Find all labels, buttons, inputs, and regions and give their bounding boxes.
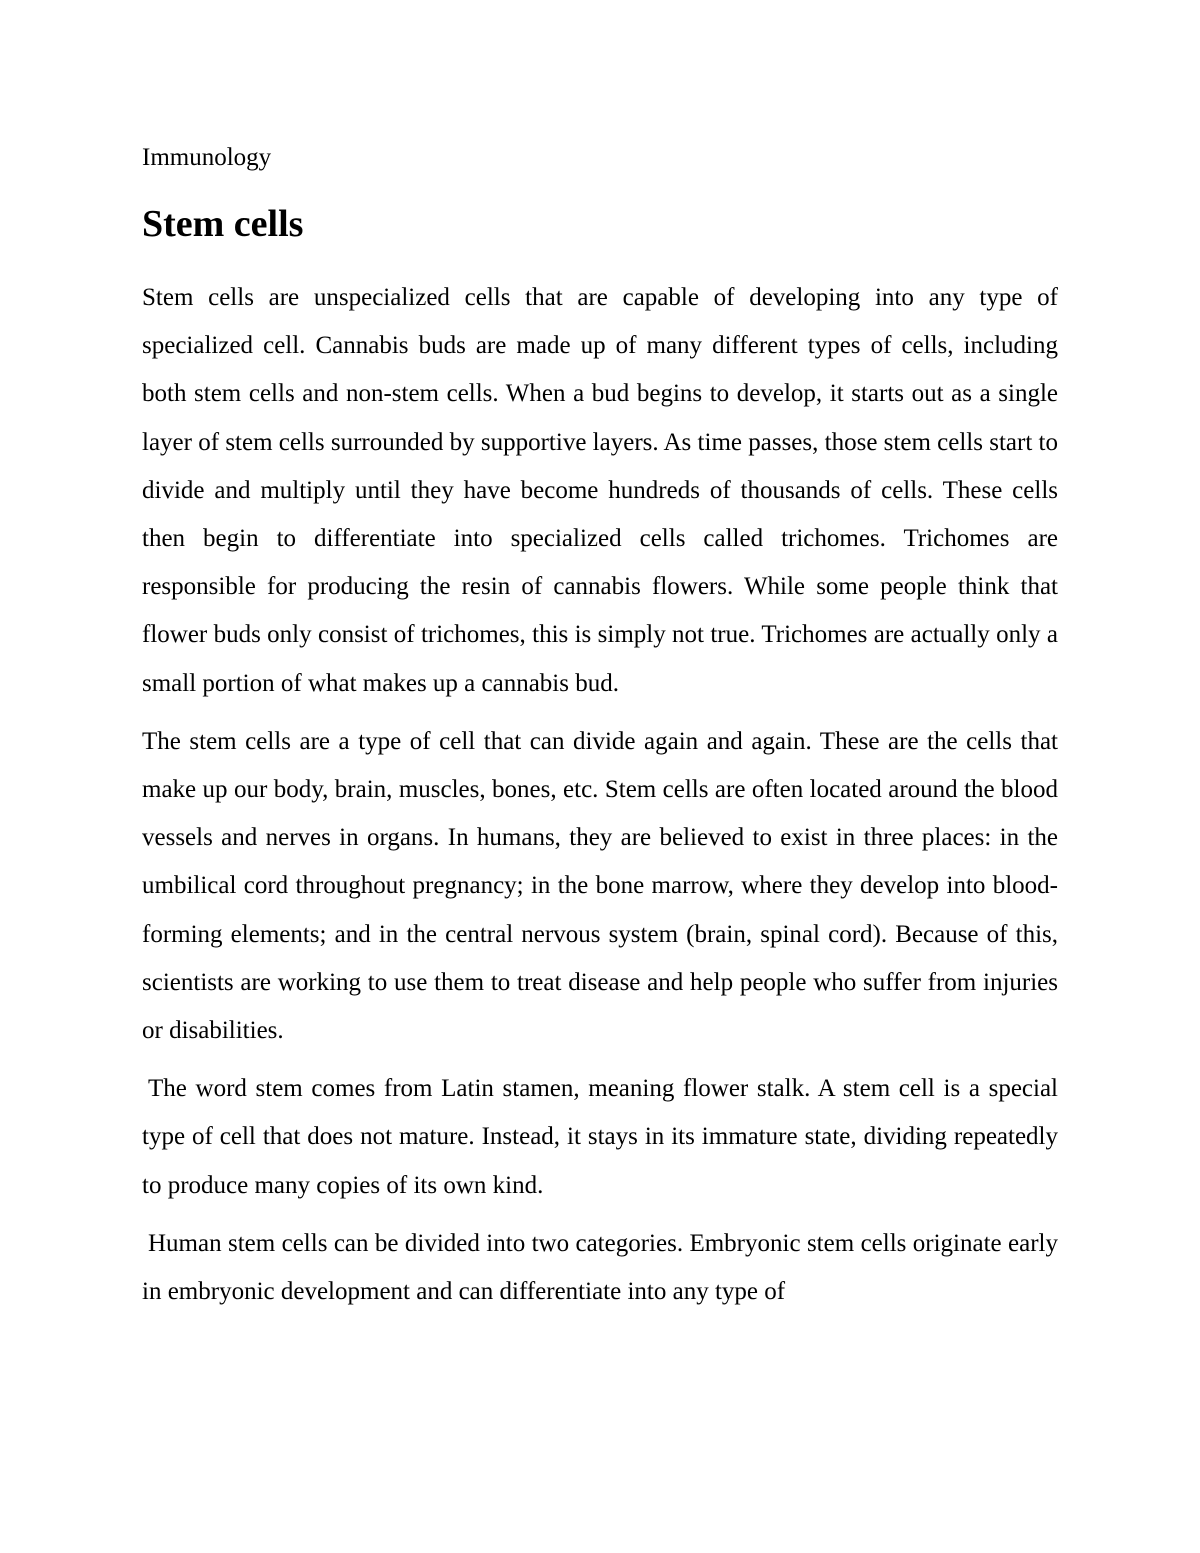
document-subject: Immunology bbox=[142, 144, 272, 171]
paragraph-4: Human stem cells can be divided into two categories. Embryonic stem cells originate early in embryonic development and can differentiate into any type of bbox=[142, 1229, 1058, 1306]
paragraph-1: Stem cells are unspecialized cells that are capable of developing into any type of specialized cell. Cannabis buds are made up of many different types of cells, including both stem cells and non-stem cells. When a bud begins to develop, it starts out as a single layer of stem cells surrounded by supportive layers. As time passes, those stem cells start to divide and multiply until they have become hundreds of thousands of cells. These cells then begin to differentiate into specialized cells called trichomes. Trichomes are responsible for producing the resin of cannabis flowers. While some people think that flower buds only consist of trichomes, this is simply not true. Trichomes are actually only a small portion of what makes up a cannabis bud. bbox=[142, 284, 1058, 697]
document-body bbox=[142, 138, 1058, 1326]
paragraph-3: The word stem comes from Latin stamen, meaning flower stalk. A stem cell is a special type of cell that does not mature. Instead, it stays in its immature state, dividing repeatedly to produce many copies of its own kind. bbox=[142, 1075, 1058, 1199]
document-title: Stem cells bbox=[142, 203, 304, 245]
paragraph-2: The stem cells are a type of cell that can divide again and again. These are the cells that make up our body, brain, muscles, bones, etc. Stem cells are often located around the blood vessels and nerves in organs. In humans, they are believed to exist in three places: in the umbilical cord throughout pregnancy; in the bone marrow, where they develop into blood-forming elements; and in the central nervous system (brain, spinal cord). Because of this, scientists are working to use them to treat disease and help people who suffer from injuries or disabilities. bbox=[142, 727, 1058, 1045]
